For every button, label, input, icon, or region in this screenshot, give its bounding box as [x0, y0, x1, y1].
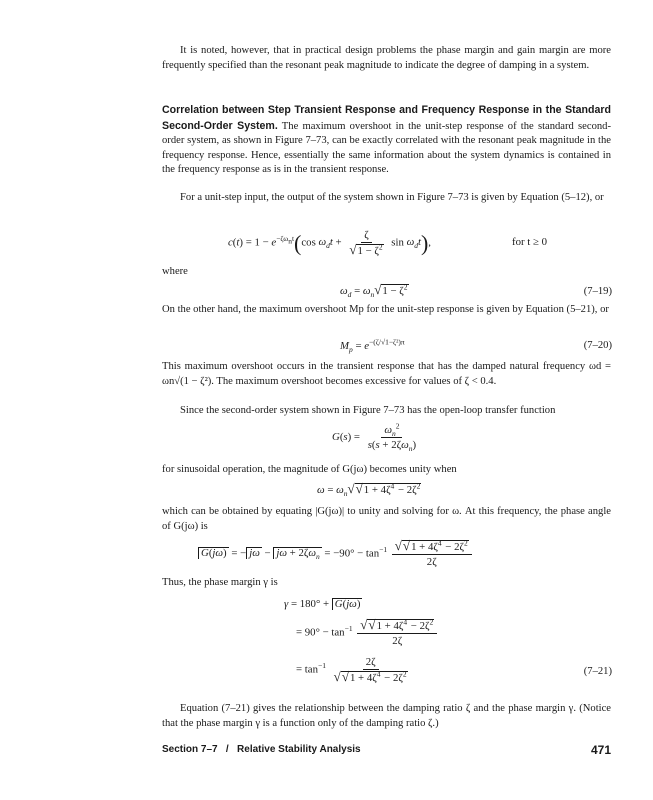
paragraph-mp: On the other hand, the maximum overshoot Mp for the unit-step response is given by Equation (5–21), or — [162, 304, 609, 315]
equation-gamma-line1: γ = 180° + G(jω) — [284, 598, 361, 610]
section-body: The maximum overshoot in the unit-step response of the standard second-order system, as shown in Figure 7–73, can be exactly correlated with the resonant peak magnitude in the frequency response. Hence, essentially the same information about the system dynamics is contained in the frequency response as is in the transient response. — [162, 120, 611, 176]
paragraph-correlation — [162, 103, 611, 178]
page-number: 471 — [590, 743, 611, 757]
paragraph-sinusoidal: for sinusoidal operation, the magnitude of G(jω) becomes unity when — [162, 464, 457, 475]
paragraph-unit-step: For a unit-step input, the output of the system shown in Figure 7–73 is given by Equation (5–12), or — [180, 192, 604, 203]
equation-gamma-line2: = $90^\circ - \tan^{-1}$ $\frac{√√1 + 4\zeta^4 - 2\zeta^2}{2\zeta}$ — [296, 619, 439, 647]
equation-omega: $\omega = \omega_n√√1 + 4\zeta^4 - 2\zeta^2$ — [317, 481, 421, 499]
equation-phase-angle: G(jω) = − $j\omega - j\omega + 2\zeta\omega_n = -90^\circ - \tan^{-1}$ $\frac{√√1 + 4\zeta^4 - 2\zeta^2}{2\zeta}$ — [198, 540, 474, 568]
paragraph-equating: which can be obtained by equating |G(jω)| to unity and solving for ω. At this frequency, the phase angle of G(jω) is — [162, 506, 611, 532]
equation-gamma-line3: = $\tan^{-1}$ $\frac{2\zeta}{√√1 + 4\zeta^4 - 2\zeta^2}$ — [296, 656, 407, 684]
equation-7-19: $\omega_d = \omega_n√1 - \zeta^2$ — [340, 282, 408, 300]
equation-ct: $c(t) = 1 - e^{-\zeta\omega_nt}(\cos$ $\omega_dt$ + $\frac{\zeta}{√1 - \zeta^2}$ $\sin \omega_dt$), — [228, 229, 431, 257]
equation-number-7-21: (7–21) — [583, 666, 612, 677]
equation-number-7-19: (7–19) — [583, 286, 612, 297]
footer-section: Section 7–7 / Relative Stability Analysis — [162, 744, 361, 755]
page-footer — [162, 744, 611, 755]
section-heading: Correlation between Step Transient Response and Frequency Response in the Standard Second-Order System. — [162, 104, 611, 132]
word-where: where — [162, 266, 188, 277]
equation-number-7-20: (7–20) — [583, 340, 612, 351]
paragraph-intro: It is noted, however, that in practical design problems the phase margin and gain margin are more frequently specified than the resonant peak magnitude to indicate the degree of damping in a system. — [162, 45, 611, 71]
paragraph-overshoot: This maximum overshoot occurs in the transient response that has the damped natural frequency ωd = ωn√(1 − ζ²). The maximum overshoot becomes excessive for values of ζ < 0.4. — [162, 361, 611, 387]
paragraph-thus: Thus, the phase margin γ is — [162, 577, 278, 588]
equation-7-20: $M_p = e^{-(\zeta/√1-\zeta^2)\pi}$ — [340, 337, 405, 355]
equation-ct-condition: for t ≥ 0 — [512, 236, 548, 248]
equation-gs: G(s) = $\frac{\omega_n^2}{s(s + 2\zeta\omega_n)}$ — [332, 421, 417, 454]
paragraph-conclusion: Equation (7–21) gives the relationship between the damping ratio ζ and the phase margin γ. (Notice that the phase margin γ is a function only of the damping ratio ζ.) — [162, 703, 611, 729]
paragraph-open-loop: Since the second-order system shown in Figure 7–73 has the open-loop transfer function — [180, 405, 556, 416]
